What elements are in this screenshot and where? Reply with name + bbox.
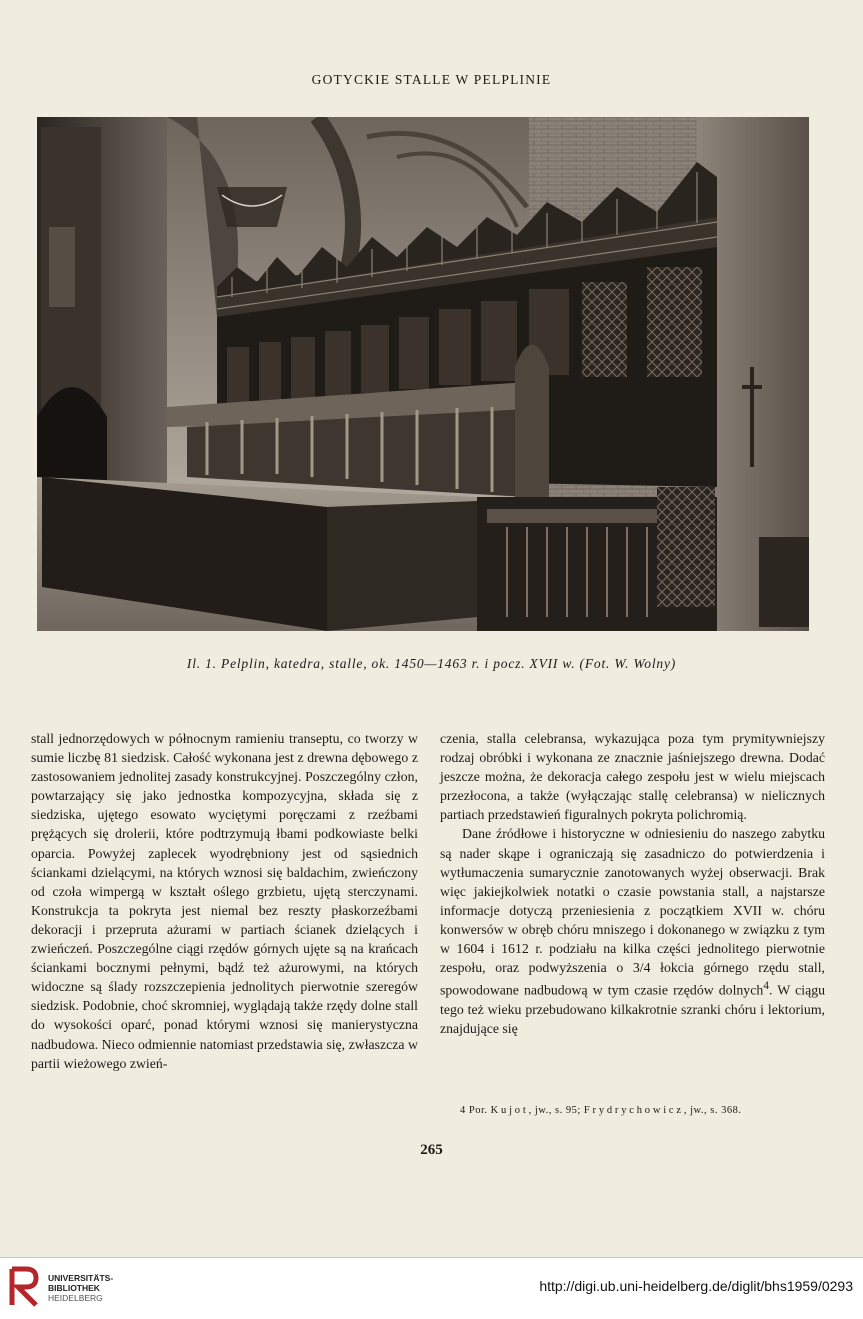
paragraph-text: Dane źródłowe i historyczne w odniesieniu do naszego zabytku są nader skąpe i ograniczają się zasadniczo do potwierdzenia i wytłumaczenia sumarycznie zanotowanych wyżej obserwacji. Brak więc jakiejkolwiek notatki o czasie powstania stall, a najstarsze informacje dotyczą przeniesienia z początkiem XVII w. chóru konwersów w obręb chóru mniszego i dokonanego w związku z tym w 1604 i 1612 r. podziału na kilka części jednolitego pierwotnie zespołu, oraz podwyższenia o 3/4 łokcia górnego rzędu stall, spowodowane nadbudową w tym czasie rzędów dolnych xyxy=(440,826,825,998)
library-name xyxy=(48,1273,113,1303)
footnote-author: Kujot xyxy=(490,1105,529,1116)
footnote-citation: , jw., s. 95; xyxy=(528,1105,581,1116)
running-title: GOTYCKIE STALLE W PELPLINIE xyxy=(311,72,552,87)
footnote-citation: , jw., s. 368. xyxy=(683,1105,742,1116)
paragraph xyxy=(440,824,825,1038)
page-number: 265 xyxy=(420,1142,443,1158)
library-name-line: UNIVERSITÄTS- xyxy=(48,1273,114,1283)
footnote xyxy=(460,1105,825,1116)
figure-photograph xyxy=(37,117,809,631)
footnote-prefix: Por. xyxy=(468,1105,488,1116)
library-name-line: BIBLIOTHEK xyxy=(48,1283,100,1293)
library-name-line: HEIDELBERG xyxy=(48,1293,103,1303)
footnote-number: 4 xyxy=(460,1105,466,1116)
paragraph-text-end: . W ciągu tego też wieku przebudowano kilkakrotnie szranki chóru i lektorium, znajdujące się xyxy=(440,982,825,1036)
library-footer xyxy=(0,1257,863,1319)
document-url-link[interactable]: http://digi.ub.uni-heidelberg.de/diglit/bhs1959/0293 xyxy=(539,1278,853,1294)
right-column xyxy=(440,729,825,1038)
footnote-reference: 4 xyxy=(763,980,769,993)
choir-stalls-illustration xyxy=(37,117,809,631)
paragraph: czenia, stalla celebransa, wykazująca poza tym prymitywniejszy rodzaj obróbki i wykonana ze znacznie jaśniejszego drewna. Dodać jeszcze można, że dekoracja całego zespołu jest w wielu miejscach przezłocona, a także (wyłączając stallę celebransa) w nielicznych partiach przedstawień figuralnych pokryta polichromią. xyxy=(440,731,825,823)
paragraph: stall jednorzędowych w północnym ramieniu transeptu, co tworzy w sumie liczbę 81 siedzisk. Całość wykonana jest z drewna dębowego z zastosowaniem jednolitej zasady konstrukcyjnej. Poszczególny człon, powtarzający się jako jednostka kompozycyjna, składa się z siedziska, ujętego esowato wyciętymi poręczami z rzeźbami prężących się drolerii, które podtrzymują łbami podkowiaste belki oparcia. Powyżej zaplecek wyodrębniony jest od sąsiednich ściankami dzielącymi, na których wznosi się baldachim, zwieńczony od czoła wimpergą w kształt oślego grzbietu, ujętą sterczynami. Konstrukcja ta pokryta jest niemal bez reszty płaskorzeźbami dekoracji i przepruta ażurami w partiach ścianek dzielących i zwieńczeń. Poszczególne ciągi rzędów górnych ujęte są na krańcach ściankami bocznymi pełnymi, bądź też ażurowymi, na których widoczne są ślady rozszczepienia jednolitych pierwotnie szeregów siedzisk. Podobnie, choć skromniej, wyglądają także rzędy dolne stall do wysokości oparć, ponad którymi wznosi się manierystyczna nadbudowa. Nieco odmiennie natomiast przedstawia się, zwłaszcza w partii wieżowego zwień- xyxy=(31,731,418,1071)
left-column xyxy=(31,729,418,1073)
university-library-logo-icon xyxy=(8,1265,42,1309)
footnote-author: Frydrychowicz xyxy=(583,1105,684,1116)
figure-caption: Il. 1. Pelplin, katedra, stalle, ok. 1450—1463 r. i pocz. XVII w. (Fot. W. Wolny) xyxy=(186,656,677,671)
